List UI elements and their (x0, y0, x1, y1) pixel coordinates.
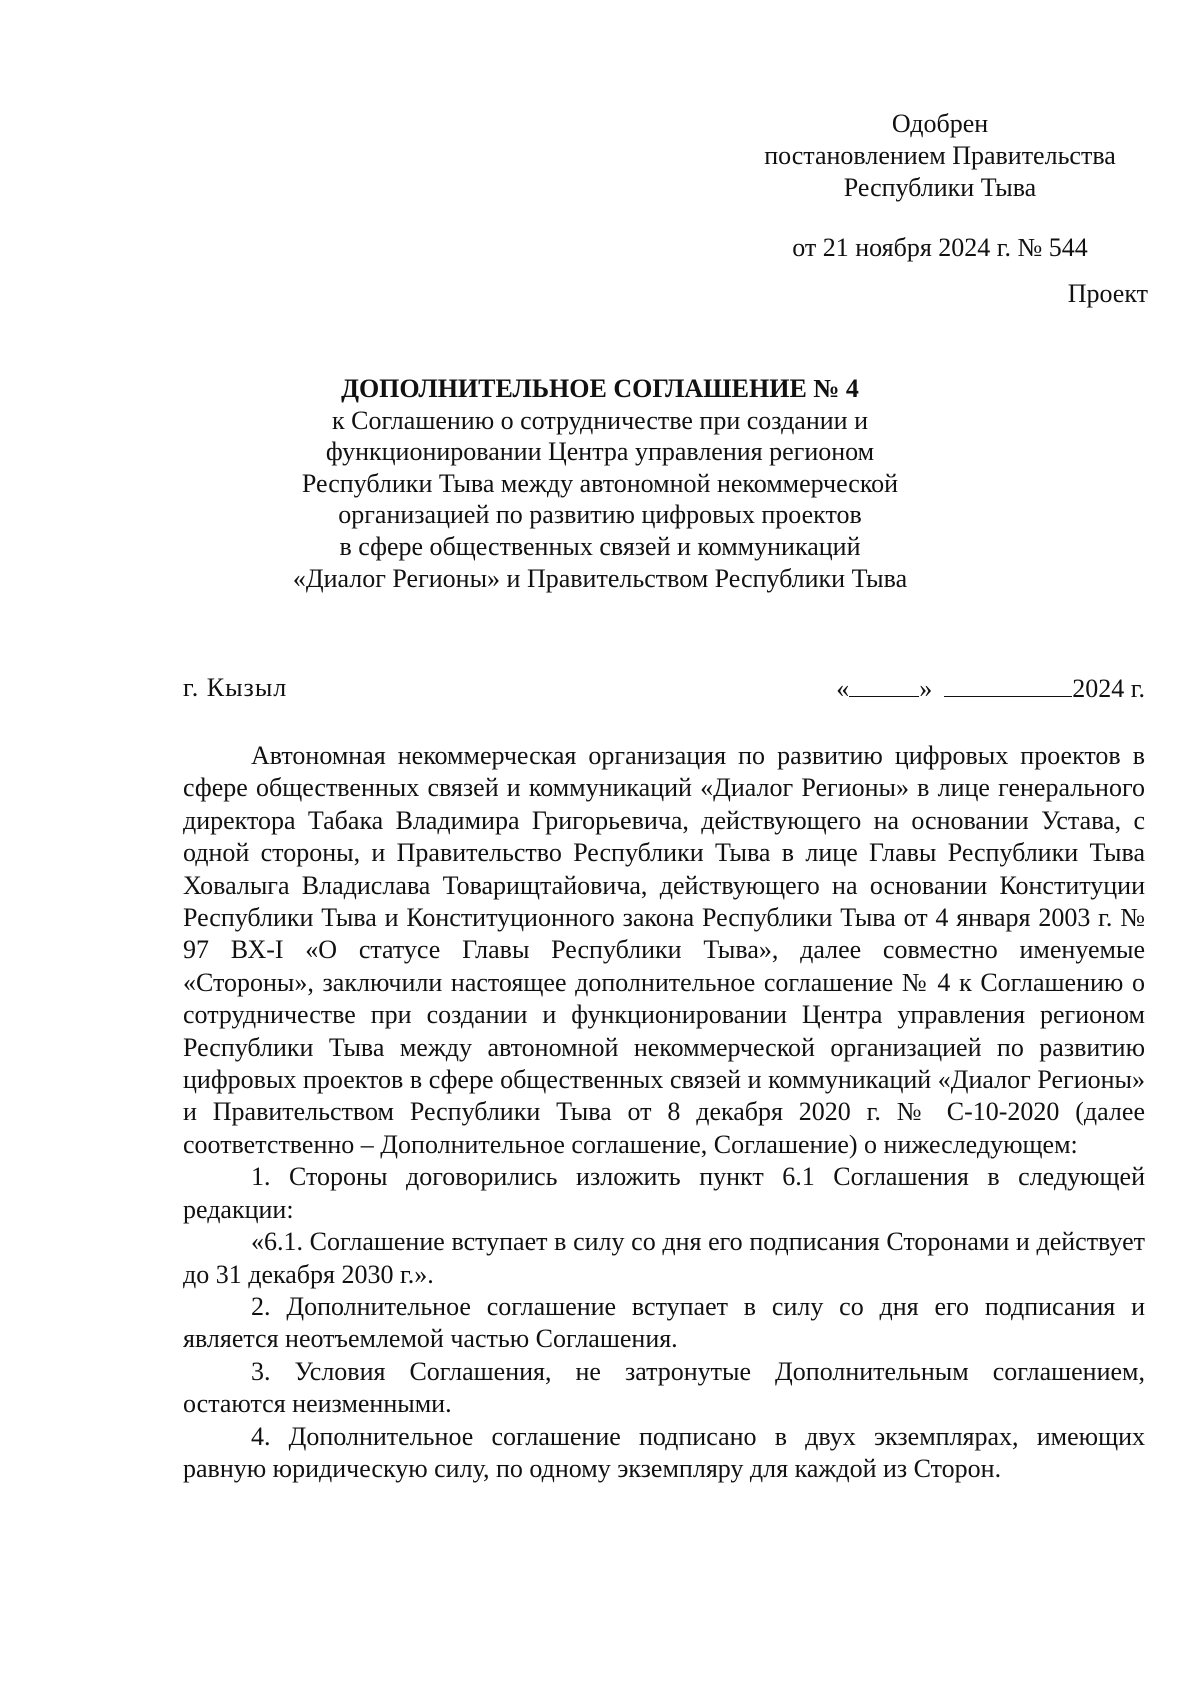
paragraph-clause-2: 2. Дополнительное соглашение вступает в силу со дня его подписания и является неотъемлемой частью Соглашения. (183, 1291, 1145, 1354)
day-blank (849, 672, 919, 697)
title-line: Республики Тыва между автономной некоммерческой (301, 468, 899, 498)
document-title (200, 373, 1000, 594)
quote-close: » (919, 674, 933, 703)
paragraph-clause-4: 4. Дополнительное соглашение подписано в двух экземплярах, имеющих равную юридическую силу, по одному экземпляру для каждой из Сторон. (183, 1421, 1145, 1483)
draft-label: Проект (1067, 279, 1148, 308)
approval-line: постановлением Правительства (764, 141, 1116, 170)
title-heading: ДОПОЛНИТЕЛЬНОЕ СОГЛАШЕНИЕ № 4 (341, 374, 859, 403)
title-line: к Соглашению о сотрудничестве при создании и (331, 405, 869, 435)
paragraph-clause-6-1-quote: «6.1. Соглашение вступает в силу со дня его подписания Сторонами и действует до 31 декабря 2030 г.». (183, 1227, 1145, 1289)
approval-stamp (740, 108, 1140, 204)
signing-year: 2024 г. (1072, 674, 1145, 703)
month-blank (944, 672, 1072, 697)
approval-line: Республики Тыва (843, 173, 1037, 202)
place-of-signing: г. Кызыл (183, 673, 288, 702)
title-line: функционировании Центра управления регионом (325, 437, 875, 467)
title-line: организацией по развитию цифровых проектов (338, 500, 862, 530)
paragraph-clause-3: 3. Условия Соглашения, не затронутые Дополнительным соглашением, остаются неизменными. (183, 1356, 1145, 1419)
title-line: в сфере общественных связей и коммуникаций (339, 531, 861, 561)
approval-date: от 21 ноября 2024 г. № 544 (792, 233, 1088, 262)
agreement-body (183, 740, 1145, 1485)
paragraph-clause-1: 1. Стороны договорились изложить пункт 6.1 Соглашения в следующей редакции: (183, 1162, 1145, 1224)
approval-line: Одобрен (891, 109, 989, 138)
signing-date (836, 672, 1145, 705)
paragraph-preamble: Автономная некоммерческая организация по развитию цифровых проектов в сфере общественных связей и коммуникаций «Диалог Регионы» в лице генерального директора Табака Владимира Григорьевича, действующего на основании Устава, с одной стороны, и Правительство Республики Тыва в лице Главы Республики Тыва Ховалыга Владислава Товарищтайовича, действующего на основании Конституции Республики Тыва и Конституционного закона Республики Тыва от 4 января 2003 г. № 97 ВХ-I «О статусе Главы Республики Тыва», далее совместно именуемые «Стороны», заключили настоящее дополнительное соглашение № 4 к Соглашению о сотрудничестве при создании и функционировании Центра управления регионом Республики Тыва между автономной некоммерческой организацией по развитию цифровых проектов в сфере общественных связей и коммуникаций «Диалог Регионы» и Правительством Республики Тыва от 8 декабря 2020 г. № С-10-2020 (далее соответственно – Дополнительное соглашение, Соглашение) о нижеследующем: (183, 741, 1145, 1159)
title-line: «Диалог Регионы» и Правительством Республики Тыва (292, 563, 908, 593)
quote-open: « (836, 674, 850, 703)
